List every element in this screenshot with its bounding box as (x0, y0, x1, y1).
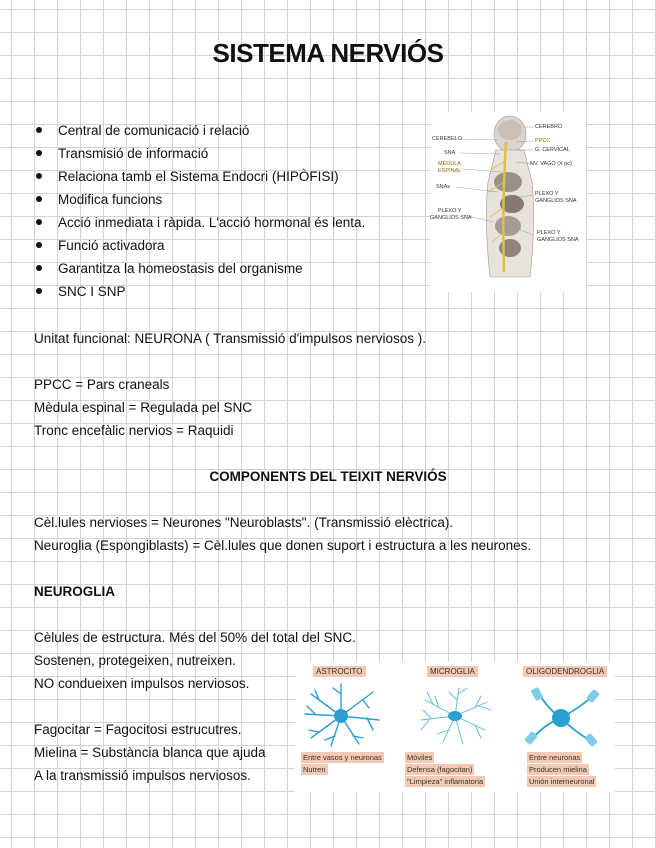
bullet-icon (36, 288, 42, 294)
microglia-icon (403, 680, 503, 750)
medula-text: Mèdula espinal = Regulada pel SNC (34, 400, 253, 415)
neuroglia-heading: NEUROGLIA (34, 584, 115, 599)
list-item (34, 234, 365, 257)
components-heading: COMPONENTS DEL TEIXIT NERVIÓS (209, 469, 447, 484)
list-item (34, 257, 365, 280)
glia-desc-line: Entre vasos y neuronas (303, 753, 382, 762)
list-item-text: Relaciona tamb el Sistema Endocri (HIPÒFISI) (58, 169, 339, 184)
glia-desc-line: "Limpieza" inflamatoria (407, 777, 484, 786)
astrocito-description (301, 752, 384, 776)
tronc-text: Tronc encefàlic nervios = Raquidi (34, 423, 234, 438)
fagocitar-text: Fagocitar = Fagocitosi estrucutres. (34, 722, 242, 737)
glia-figure (295, 662, 615, 792)
feature-list (34, 119, 365, 303)
bullet-icon (36, 173, 42, 179)
bullet-icon (36, 242, 42, 248)
bullet-icon (36, 265, 42, 271)
bullet-icon (36, 127, 42, 133)
list-item (34, 188, 365, 211)
glia-desc-line: Producen mielina (529, 765, 587, 774)
oligodendroglia-label: OLIGODENDROGLIA (523, 666, 607, 677)
oligodendroglia-description (527, 752, 596, 788)
ppcc-text: PPCC = Pars craneals (34, 377, 170, 392)
astrocito-label: ASTROCITO (313, 666, 366, 677)
neuroglia-text: Neuroglia (Espongiblasts) = Cèl.lules que donen suport i estructura a les neurones. (34, 538, 532, 553)
ns-label: PLEXO Y (537, 230, 561, 236)
astrocito-icon (297, 680, 397, 750)
ns-label: GANGLIOS SNA (537, 237, 579, 243)
glia-desc-line: Móviles (407, 753, 433, 762)
mielina-text: Mielina = Substància blanca que ajuda (34, 745, 266, 760)
ns-label: SNAs (436, 184, 451, 190)
ns-label: PPCC (535, 138, 551, 144)
list-item (34, 119, 365, 142)
microglia-description (405, 752, 485, 788)
ns-label: G. CERVICAL (535, 147, 570, 153)
ns-label: PLEXO Y (535, 191, 559, 197)
ns-label: SNA (444, 150, 456, 156)
oligodendroglia-panel (509, 662, 613, 792)
list-item (34, 280, 365, 303)
ns-label: ESPINAL (438, 168, 462, 174)
glia-desc-line: Nutren (303, 765, 326, 774)
glia-desc-line: Unión interneuronal (529, 777, 595, 786)
list-item (34, 165, 365, 188)
list-item-text: Funció activadora (58, 238, 165, 253)
glia-desc-line: Entre neuronas (529, 753, 581, 762)
ns-label: MÉDULA (438, 161, 461, 167)
nervous-system-figure (430, 112, 586, 292)
list-item-text: Central de comunicació i relació (58, 123, 250, 138)
list-item-text: Modifica funcions (58, 192, 163, 207)
list-item-text: Acció inmediata i ràpida. L'acció hormonal és lenta. (58, 215, 366, 230)
transmissio-text: A la transmissió impulsos nerviosos. (34, 768, 251, 783)
bullet-icon (36, 150, 42, 156)
list-item-text: Garantitza la homeostasis del organisme (58, 261, 303, 276)
microglia-panel (403, 662, 507, 792)
ns-label: CEREBRO (535, 124, 563, 130)
celules-estructura-text: Cèlules de estructura. Més del 50% del total del SNC. (34, 630, 356, 645)
ns-label: CEREBELO (432, 136, 462, 142)
ns-label: NV. VAGO (X pc) (530, 161, 572, 167)
ns-label: GANGLIOS SNA (430, 215, 472, 221)
list-item (34, 211, 365, 234)
list-item (34, 142, 365, 165)
ns-label: PLEXO Y (438, 208, 462, 214)
page-title: SISTEMA NERVIÓS (212, 38, 444, 68)
microglia-label: MICROGLIA (427, 666, 478, 677)
cellules-text: Cèl.lules nervioses = Neurones "Neuroblasts". (Transmissió elèctrica). (34, 515, 454, 530)
list-item-text: SNC I SNP (58, 284, 126, 299)
astrocito-panel (297, 662, 401, 792)
bullet-icon (36, 196, 42, 202)
bullet-icon (36, 219, 42, 225)
glia-desc-line: Defensa (fagocitan) (407, 765, 473, 774)
oligodendroglia-icon (509, 680, 609, 750)
sostenen-text: Sostenen, protegeixen, nutreixen. (34, 653, 236, 668)
no-condueixen-text: NO condueixen impulsos nerviosos. (34, 676, 250, 691)
unitat-funcional-text: Unitat funcional: NEURONA ( Transmissió d'impulsos nerviosos ). (34, 331, 426, 346)
list-item-text: Transmisió de informació (58, 146, 209, 161)
ns-label: GANGLIOS SNA (535, 198, 577, 204)
